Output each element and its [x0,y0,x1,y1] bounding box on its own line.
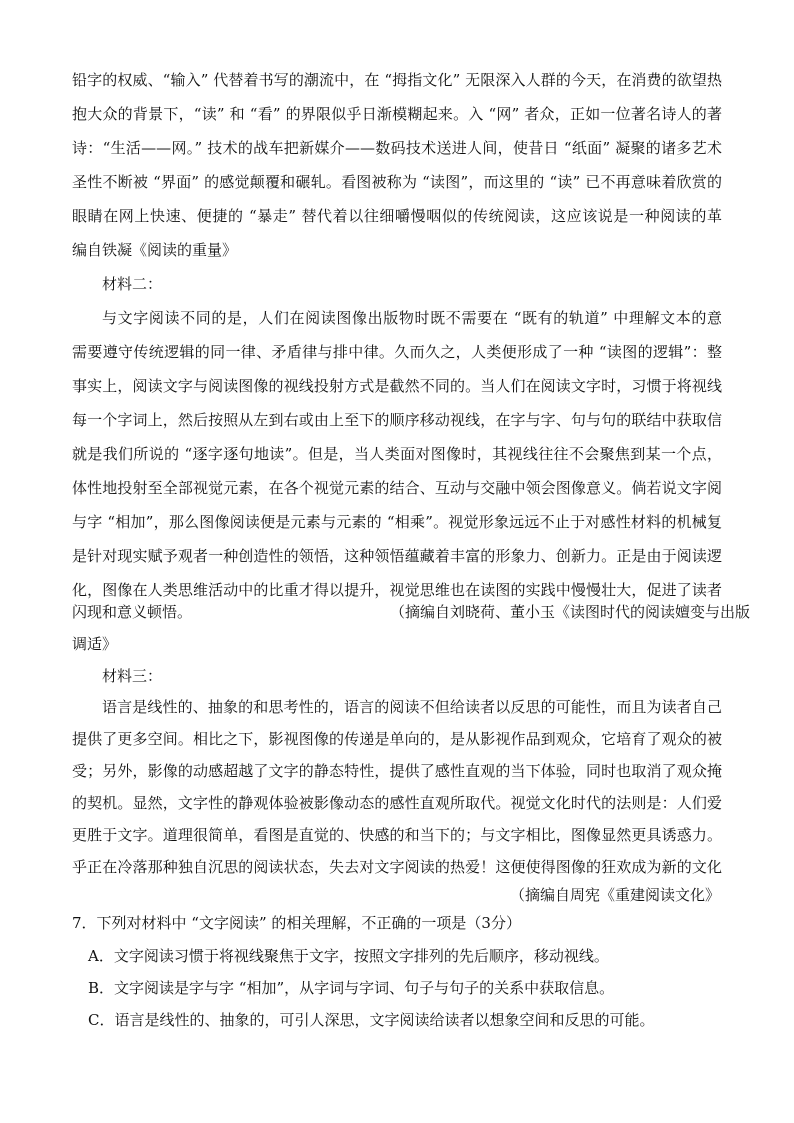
question-7-option-c[interactable]: C．语言是线性的、抽象的，可引人深思，文字阅读给读者以想象空间和反思的可能。 [88,1011,655,1029]
question-7-option-a[interactable]: A．文字阅读习惯于将视线聚焦于文字，按照文字排列的先后顺序，移动视线。 [88,947,609,965]
material2-line-2: 需要遵守传统逻辑的同一律、矛盾律与排中律。久而久之，人类便形成了一种 “读图的逻辑”：整 [72,343,722,361]
material3-line-3: 受；另外，影像的动感超越了文字的静态特性，提供了感性直观的当下体验，同时也取消了观众掩 [72,762,722,780]
material2-line-7: 与字 “相加”，那么图像阅读便是元素与元素的 “相乘”。视觉形象远远不止于对感性材料的机械复 [72,513,722,531]
question-7-stem: 7．下列对材料中 “文字阅读” 的相关理解，不正确的一项是（3分） [72,914,521,932]
material2-line-9: 化，图像在人类思维活动中的比重才得以提升，视觉思维也在读图的实践中慢慢壮大，促进了读者 [72,581,722,599]
material3-line-1: 语言是线性的、抽象的和思考性的，语言的阅读不但给读者以反思的可能性，而且为读者自己 [102,698,722,716]
material2-line-6: 体性地投射至全部视觉元素，在各个视觉元素的结合、互动与交融中领会图像意义。倘若说文字阅 [72,479,722,497]
material1-line-5: 眼睛在网上快速、便捷的 “暴走” 替代着以往细嚼慢咽似的传统阅读，这应该说是一种阅读的革 [72,207,722,225]
material2-line-8: 是针对现实赋予观者一种创造性的领悟，这种领悟蕴藏着丰富的形象力、创新力。正是由于阅读逻 [72,547,722,565]
material2-line-4: 每一个字词上，然后按照从左到右或由上至下的顺序移动视线，在字与字、句与句的联结中获取信 [72,411,722,429]
material3-heading: 材料三： [102,667,163,685]
material2-line-1: 与文字阅读不同的是，人们在阅读图像出版物时既不需要在 “既有的轨道” 中理解文本的意 [102,309,722,327]
material3-line-6: 乎正在冷落那种独自沉思的阅读状态，失去对文字阅读的热爱！这便使得图像的狂欢成为新的文化 [72,858,722,876]
material3-line-2: 提供了更多空间。相比之下，影视图像的传递是单向的，是从影视作品到观众，它培育了观众的被 [72,730,722,748]
material3-source: （摘编自周宪《重建阅读文化》 [510,886,721,904]
material2-line-5: 就是我们所说的 “逐字逐句地读”。但是，当人类面对图像时，其视线往往不会聚焦到某一个点， [72,445,722,463]
material3-line-5: 更胜于文字。道理很简单，看图是直觉的、快感的和当下的；与文字相比，图像显然更具诱惑力。 [72,826,722,844]
material3-line-4: 的契机。显然，文字性的静观体验被影像动态的感性直观所取代。视觉文化时代的法则是：人们爱 [72,794,722,812]
material2-source-line-2: 调适》 [72,635,118,653]
material1-line-3: 诗：“生活——网。” 技术的战车把新媒介——数码技术送进人间，使昔日 “纸面” 凝聚的诸多艺术 [72,139,722,157]
material1-line-6: 编自铁凝《阅读的重量》 [72,241,238,259]
material2-line-3: 事实上，阅读文字与阅读图像的视线投射方式是截然不同的。当人们在阅读文字时，习惯于将视线 [72,377,722,395]
material1-line-4: 圣性不断被 “界面” 的感觉颠覆和碾轧。看图被称为 “读图”，而这里的 “读” 已不再意味着欣赏的 [72,173,722,191]
material1-line-1: 铅字的权威、“输入” 代替着书写的潮流中，在 “拇指文化” 无限深入人群的今天，在消费的欲望热 [72,71,722,89]
material2-heading: 材料二： [102,275,163,293]
material2-line-10: 闪现和意义顿悟。 [72,603,193,621]
material2-source-line-1: （摘编自刘晓荷、董小玉《读图时代的阅读嬗变与出版 [390,603,751,621]
question-7-option-b[interactable]: B．文字阅读是字与字 “相加”，从字词与字词、句子与句子的关系中获取信息。 [88,979,615,997]
material1-line-2: 抱大众的背景下，“读” 和 “看” 的界限似乎日渐模糊起来。入 “网” 者众，正如一位著名诗人的著 [72,105,722,123]
